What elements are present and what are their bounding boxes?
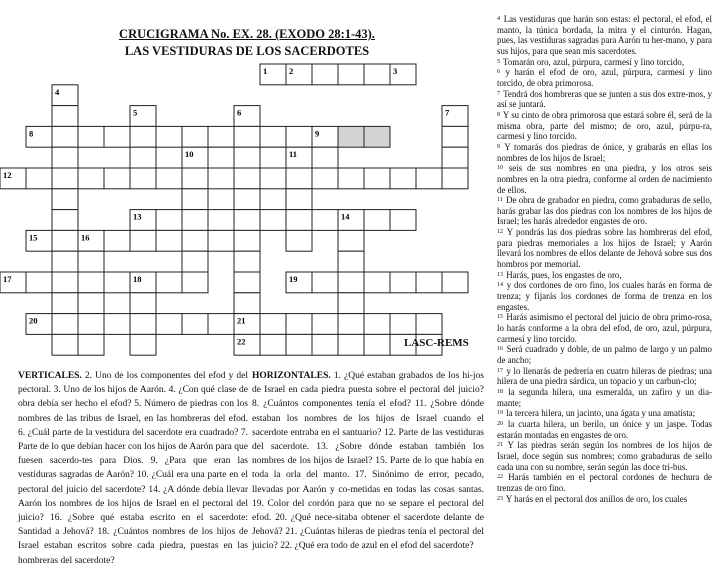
grid-cell[interactable] <box>52 293 78 314</box>
grid-cell[interactable] <box>78 168 104 189</box>
verse-number: 22 <box>497 474 503 481</box>
clue-number: 2 <box>289 66 294 76</box>
verticales-clues <box>18 369 248 568</box>
grid-cell[interactable] <box>182 189 208 210</box>
grid-cell[interactable] <box>416 272 442 293</box>
grid-cell[interactable] <box>130 293 156 314</box>
grid-cell[interactable] <box>52 147 78 168</box>
title-line-2: LAS VESTIDURAS DE LOS SACERDOTES <box>124 44 370 58</box>
grid-cell[interactable] <box>78 272 104 293</box>
verse-number: 15 <box>497 314 503 321</box>
grid-cell[interactable] <box>182 126 208 147</box>
grid-cell[interactable] <box>286 168 312 189</box>
grid-cell[interactable] <box>286 334 312 355</box>
grid-cell[interactable] <box>26 272 52 293</box>
verse-number: 7 <box>497 90 500 97</box>
verticales-text: 2. Uno de los componentes del efod y del pectoral. 3. Uno de los hijos de Aarón. 4. ¿Con qué clase de obra debía ser hecho el efod? 5. Número de piedras con los nombres de las tribus de Israel, en las hombreras del efod. 6. ¿Cuál parte de la vestidura del sacerdote era cuadrado? 7. Parte de lo que debían hacer con los hijos de Aarón para que fuesen sacerdo-tes para Dios. 9. ¿Para que eran las vestiduras sagradas de Aarón? 10. ¿Cuál era una parte en el pectoral del juicio del sacerdote? 14. ¿A dónde debía llevar Aarón los nombres de los hijos de Israel en el pectoral del juicio? 16. ¿Sobre qué estaba escrito en el sacerdote: Santidad a Jehová? 18. ¿Cuántos nombres de los hijos de Israel estaban escritos sobre cada piedra, puestas en las hombreras del sacerdote? <box>18 371 248 566</box>
grid-cell[interactable] <box>156 272 182 293</box>
verse-number: 17 <box>497 367 503 374</box>
grid-cell[interactable] <box>130 334 156 355</box>
title-line-1: CRUCIGRAMA No. EX. 28. (EXODO 28:1-43). <box>119 27 375 41</box>
verse-number: 4 <box>497 16 500 22</box>
author-credit: LASC-REMS <box>404 337 469 349</box>
verse-text: Y las piedras serán según los nombres de los hijos de Israel, doce según sus nombres; como grabaduras de sello cada una con su nombre, serán según las doce tri-bus. <box>497 440 712 472</box>
verse-text: Las vestiduras que harán son estas: el pectoral, el efod, el manto, la túnica bordada, la mitra y el cinturón. Hagan, pues, las vestiduras sagradas para Aarón tu her-mano, y para sus hijos, para que sean mis sacerdotes. <box>497 14 712 56</box>
clue-number: 10 <box>185 149 194 160</box>
grid-cell[interactable] <box>182 168 208 189</box>
grid-cell[interactable] <box>52 189 78 210</box>
grid-cell[interactable] <box>312 334 338 355</box>
horizontales-clues <box>252 369 484 554</box>
verse-number: 13 <box>497 271 503 278</box>
grid-cell[interactable] <box>312 314 338 335</box>
grid-cell[interactable] <box>234 168 260 189</box>
verse-number: 20 <box>497 420 503 427</box>
grid-cell[interactable] <box>364 64 390 85</box>
verse-number: 12 <box>497 229 503 236</box>
verse-14 <box>497 280 712 312</box>
verse-7 <box>497 89 712 110</box>
grid-cell[interactable] <box>390 314 416 335</box>
grid-cell[interactable] <box>130 147 156 168</box>
grid-cell[interactable] <box>234 126 260 147</box>
verse-text: Harás asimismo el pectoral del juicio de obra primo-rosa, lo harás conforme a la obra del efod, de oro, azul, púrpura, carmesí y lino torcido. <box>497 312 712 344</box>
verse-11 <box>497 195 712 227</box>
verse-number: 23 <box>497 495 503 502</box>
grid-cell[interactable] <box>260 168 286 189</box>
grid-cell[interactable] <box>130 168 156 189</box>
grid-cell[interactable] <box>286 189 312 210</box>
verse-12 <box>497 227 712 270</box>
verse-number: 11 <box>497 197 503 204</box>
grid-cell[interactable] <box>182 210 208 231</box>
grid-cell[interactable] <box>182 314 208 335</box>
verse-22 <box>497 472 712 493</box>
verse-15 <box>497 312 712 344</box>
grid-cell[interactable] <box>338 168 364 189</box>
grid-cell[interactable] <box>52 251 78 272</box>
grid-cell[interactable] <box>78 251 104 272</box>
verse-text: la segunda hilera, una esmeralda, un zafiro y un dia-mante; <box>497 386 712 408</box>
grid-cell[interactable] <box>208 230 234 251</box>
grid-cell[interactable] <box>78 126 104 147</box>
grid-cell[interactable] <box>234 272 260 293</box>
grid-cell[interactable] <box>260 314 286 335</box>
grid-cell[interactable] <box>364 334 390 355</box>
grid-cell[interactable] <box>130 314 156 335</box>
grid-cell[interactable] <box>234 251 260 272</box>
grid-cell[interactable] <box>52 334 78 355</box>
verse-9 <box>497 142 712 163</box>
verse-text: De obra de grabador en piedra, como grabaduras de sello, harás grabar las dos piedras con los nombres de los hijos de Israel; les harás alrededor engastes de oro. <box>497 195 712 227</box>
grid-cell[interactable] <box>442 272 468 293</box>
grid-cell[interactable] <box>312 147 338 168</box>
clue-number: 15 <box>29 232 38 243</box>
verse-text: Y tomarás dos piedras de ónice, y grabarás en ellas los nombres de los hijos de Israel; <box>497 141 712 163</box>
grid-cell[interactable] <box>234 189 260 210</box>
verse-text: la cuarta hilera, un berilo, un ónice y un jaspe. Todas estarán montadas en engastes de oro. <box>497 418 712 440</box>
verse-text: Tomarán oro, azul, púrpura, carmesí y lino torcido, <box>501 56 685 67</box>
grid-cell[interactable] <box>364 126 390 147</box>
grid-cell[interactable] <box>364 210 390 231</box>
verse-4 <box>497 14 712 57</box>
grid-cell[interactable] <box>156 210 182 231</box>
grid-cell[interactable] <box>338 293 364 314</box>
grid-cell[interactable] <box>286 210 312 231</box>
verse-number: 5 <box>497 58 500 65</box>
clue-number: 21 <box>237 315 246 326</box>
grid-cell[interactable] <box>104 168 130 189</box>
grid-cell[interactable] <box>260 334 286 355</box>
grid-cell[interactable] <box>338 272 364 293</box>
verse-number: 18 <box>497 388 503 395</box>
verse-18 <box>497 387 712 408</box>
grid-cell[interactable] <box>234 210 260 231</box>
verse-6 <box>497 67 712 88</box>
grid-cell[interactable] <box>338 64 364 85</box>
grid-cell[interactable] <box>364 314 390 335</box>
grid-cell[interactable] <box>442 126 468 147</box>
clue-number: 13 <box>133 211 142 222</box>
verse-19 <box>497 408 712 419</box>
grid-cell[interactable] <box>52 210 78 231</box>
clue-number: 14 <box>341 211 350 222</box>
grid-cell[interactable] <box>208 210 234 231</box>
grid-cell[interactable] <box>286 230 312 251</box>
verse-text: Y pondrás las dos piedras sobre las hombreras del efod, para piedras memoriales a los hijos de Israel; y Aarón llevará los nombres de ellos delante de Jehová sobre sus dos hombros por memorial. <box>497 227 712 270</box>
horizontales-text: 1. ¿Qué estaban grabados de los hi-jos de Israel en cada piedra puesta sobre el pectoral del juicio? 8. ¿Cuántos componentes tenía el efod? 11. ¿Sobre dónde estaban los nombres de los hijos de Israel cuando el sacerdote entraba en el santuario? 12. Parte de las vestiduras del sacerdote. 13. ¿Sobre dónde estaban también los nombres de los hijos de Israel? 15. Parte de lo que había en toda la orla del manto. 17. Sinónimo de error, pecado, llevadas por Aarón y co-metidas en todas las cosas santas. 19. Color del cordón para que no se separe el pectoral del efod. 20. ¿Qué nece-sitaba obtener el sacerdote delante de Jehová? 21. ¿Cuántas hileras de piedras tenía el pectoral del juicio? 22. ¿Qué era todo de azul en el efod del sacerdote? <box>252 371 484 552</box>
verse-number: 16 <box>497 346 503 353</box>
grid-cell[interactable] <box>286 126 312 147</box>
grid-cell[interactable] <box>182 230 208 251</box>
grid-cell[interactable] <box>130 126 156 147</box>
grid-cell[interactable] <box>442 168 468 189</box>
grid-cell[interactable] <box>312 210 338 231</box>
grid-cell[interactable] <box>130 230 156 251</box>
verse-21 <box>497 440 712 472</box>
verse-text: y lo llenarás de pedrería en cuatro hileras de piedras; una hilera de una piedra sárdica, un topacio y un carbun-clo; <box>497 365 712 387</box>
grid-cell[interactable] <box>312 168 338 189</box>
clue-number: 18 <box>133 274 142 284</box>
clue-number: 16 <box>81 232 90 243</box>
grid-cell[interactable] <box>52 230 78 251</box>
grid-cell[interactable] <box>78 334 104 355</box>
verse-number: 9 <box>497 143 500 150</box>
verse-text: seis de sus nombres en una piedra, y los otros seis nombres en la otra piedra, conforme al orden de nacimiento de ellos. <box>497 163 712 195</box>
clue-number: 5 <box>133 107 138 118</box>
verse-text: y harán el efod de oro, azul, púrpura, carmesí y lino torcido, de obra primorosa. <box>497 67 712 88</box>
grid-cell[interactable] <box>78 314 104 335</box>
verse-number: 14 <box>497 282 503 289</box>
grid-cell[interactable] <box>234 293 260 314</box>
clue-number: 8 <box>29 128 34 139</box>
horizontales-heading: HORIZONTALES. <box>252 371 331 381</box>
crossword-grid <box>0 0 490 360</box>
grid-cell[interactable] <box>390 168 416 189</box>
verse-text: Harás también en el pectoral cordones de hechura de trenzas de oro fino. <box>497 472 712 493</box>
verse-text: y dos cordones de oro fino, los cuales harás en forma de trenza; y fijarás los cordones de forma de trenza en los engastes. <box>497 280 712 312</box>
grid-cell[interactable] <box>104 272 130 293</box>
grid-cell[interactable] <box>338 314 364 335</box>
grid-cell[interactable] <box>26 168 52 189</box>
clue-number: 19 <box>289 274 298 284</box>
grid-cell[interactable] <box>52 106 78 127</box>
clue-number: 7 <box>445 107 450 118</box>
clue-number: 17 <box>3 274 12 284</box>
grid-cell[interactable] <box>52 168 78 189</box>
grid-cell[interactable] <box>338 126 364 147</box>
grid-cell[interactable] <box>312 272 338 293</box>
grid-cell[interactable] <box>260 147 286 168</box>
grid-cell[interactable] <box>234 230 260 251</box>
verse-17 <box>497 366 712 387</box>
grid-cell[interactable] <box>260 126 286 147</box>
verse-number: 19 <box>497 410 503 417</box>
clue-number: 3 <box>393 66 398 76</box>
verse-number: 6 <box>497 69 500 76</box>
verse-number: 10 <box>497 165 503 172</box>
verse-text: Tendrá dos hombreras que se junten a sus dos extre-mos, y así se juntará. <box>497 88 712 110</box>
verse-text: Y su cinto de obra primorosa que estará sobre él, será de la misma obra, parte del mismo; de oro, azul, púrpu-ra, carmesí y lino torcido. <box>497 109 712 142</box>
clue-number: 11 <box>289 149 298 160</box>
grid-cell[interactable] <box>104 230 130 251</box>
grid-cell[interactable] <box>208 314 234 335</box>
grid-cell[interactable] <box>156 168 182 189</box>
grid-cell[interactable] <box>156 230 182 251</box>
grid-cell[interactable] <box>234 147 260 168</box>
grid-cell[interactable] <box>156 126 182 147</box>
clue-number: 22 <box>237 336 246 347</box>
clue-number: 6 <box>237 107 242 118</box>
grid-cell[interactable] <box>208 168 234 189</box>
bible-verses <box>497 14 712 504</box>
verse-10 <box>497 163 712 195</box>
grid-cell[interactable] <box>182 251 208 272</box>
verse-text: Será cuadrado y doble, de un palmo de largo y un palmo de ancho; <box>497 344 712 365</box>
grid-cell[interactable] <box>416 314 442 335</box>
grid-cell[interactable] <box>104 126 130 147</box>
grid-cell[interactable] <box>442 147 468 168</box>
grid-cell[interactable] <box>390 210 416 231</box>
grid-cell[interactable] <box>390 272 416 293</box>
grid-cell[interactable] <box>364 272 390 293</box>
verse-number: 8 <box>497 111 500 118</box>
verse-5 <box>497 57 712 68</box>
grid-cell[interactable] <box>260 210 286 231</box>
grid-cell[interactable] <box>208 147 234 168</box>
grid-cell[interactable] <box>338 251 364 272</box>
grid-cell[interactable] <box>52 272 78 293</box>
clue-number: 4 <box>55 86 60 97</box>
verse-20 <box>497 419 712 440</box>
verse-16 <box>497 344 712 365</box>
verse-text: Harás, pues, los engastes de oro, <box>504 269 622 280</box>
grid-cell[interactable] <box>182 272 208 293</box>
grid-cell[interactable] <box>338 334 364 355</box>
grid-cell[interactable] <box>52 314 78 335</box>
grid-cell[interactable] <box>338 230 364 251</box>
grid-cell[interactable] <box>78 293 104 314</box>
clue-number: 12 <box>3 170 12 180</box>
clue-number: 1 <box>263 66 268 76</box>
verse-13 <box>497 270 712 281</box>
clue-number: 9 <box>315 128 320 139</box>
verse-text: la tercera hilera, un jacinto, una ágata y una amatista; <box>504 408 696 419</box>
verse-text: Y harás en el pectoral dos anillos de oro, los cuales <box>504 493 688 504</box>
grid-cell[interactable] <box>156 314 182 335</box>
verse-number: 21 <box>497 442 503 449</box>
grid-cell[interactable] <box>208 126 234 147</box>
grid-cell[interactable] <box>312 64 338 85</box>
grid-cell[interactable] <box>286 314 312 335</box>
verticales-heading: VERTICALES. <box>18 371 82 381</box>
grid-cell[interactable] <box>416 168 442 189</box>
clue-number: 20 <box>29 315 38 326</box>
verse-23 <box>497 494 712 505</box>
grid-cell[interactable] <box>104 314 130 335</box>
verse-8 <box>497 110 712 142</box>
grid-cell[interactable] <box>52 126 78 147</box>
grid-cell[interactable] <box>364 168 390 189</box>
